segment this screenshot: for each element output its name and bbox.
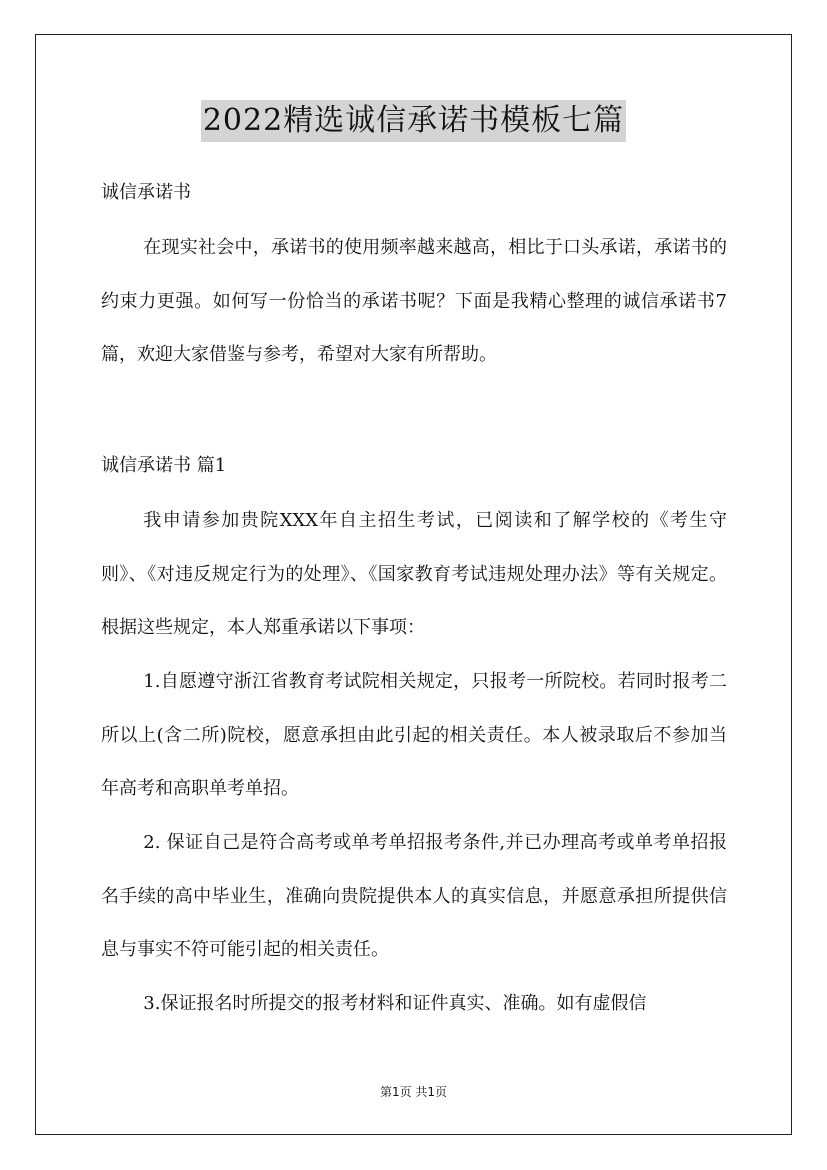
commitment-item-1: 1.自愿遵守浙江省教育考试院相关规定，只报考一所院校。若同时报考二所以上(含二所)院校，愿意承担由此引起的相关责任。本人被录取后不参加当年高考和高职单考单招。 [101,671,727,799]
intro-paragraph: 在现实社会中，承诺书的使用频率越来越高，相比于口头承诺，承诺书的约束力更强。如何写一份恰当的承诺书呢？下面是我精心整理的诚信承诺书7篇，欢迎大家借鉴与参考，希望对大家有所帮助。 [101,237,727,365]
document-title-block [0,100,827,142]
section-heading: 诚信承诺书 [101,182,191,203]
document-title: 2022精选诚信承诺书模板七篇 [201,100,626,142]
article-intro-paragraph: 我申请参加贵院XXX年自主招生考试，已阅读和了解学校的《考生守则》、《对违反规定行为的处理》、《国家教育考试违规处理办法》等有关规定。根据这些规定，本人郑重承诺以下事项： [101,510,727,638]
commitment-item-3: 3.保证报名时所提交的报考材料和证件真实、准确。如有虚假信 [143,993,647,1014]
article-heading: 诚信承诺书 篇1 [101,455,227,476]
commitment-item-2: 2. 保证自己是符合高考或单考单招报考条件,并已办理高考或单考单招报名手续的高中毕业生，准确向贵院提供本人的真实信息，并愿意承担所提供信息与事实不符可能引起的相关责任。 [101,832,727,960]
page-number-footer: 第1页 共1页 [379,1085,448,1099]
